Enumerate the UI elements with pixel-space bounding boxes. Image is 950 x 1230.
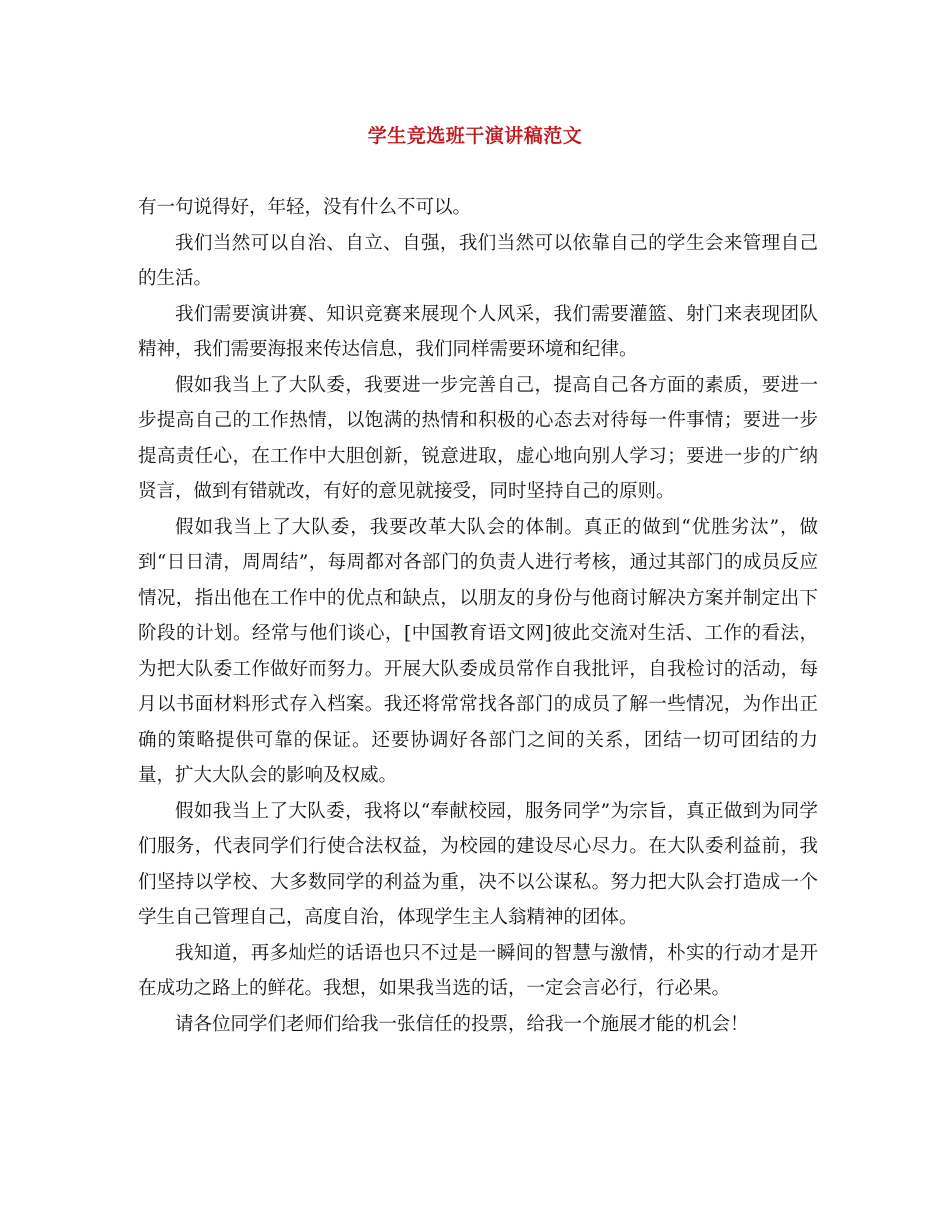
paragraph-4: 假如我当上了大队委，我要进一步完善自己，提高自己各方面的素质，要进一步提高自己的工作热情，以饱满的热情和积极的心态去对待每一件事情；要进一步提高责任心，在工作中大胆创新，锐意进取，虚心地向别人学习；要进一步的广纳贤言，做到有错就改，有好的意见就接受，同时坚持自己的原则。: [138, 374, 818, 502]
paragraph-1: 有一句说得好，年轻，没有什么不可以。: [138, 197, 472, 218]
paragraph-8: 请各位同学们老师们给我一张信任的投票，给我一个施展才能的机会！: [175, 1013, 749, 1035]
document-body: [138, 190, 818, 1042]
paragraph-2: 我们当然可以自治、自立、自强，我们当然可以依靠自己的学生会来管理自己的生活。: [138, 232, 818, 289]
paragraph-6: 假如我当上了大队委，我将以“奉献校园，服务同学”为宗旨，真正做到为同学们服务，代表同学们行使合法权益，为校园的建设尽心尽力。在大队委利益前，我们坚持以学校、大多数同学的利益为重，决不以公谋私。努力把大队会打造成一个学生自己管理自己，高度自治，体现学生主人翁精神的团体。: [138, 800, 818, 928]
document-title: 学生竞选班干演讲稿范文: [367, 125, 583, 147]
paragraph-7: 我知道，再多灿烂的话语也只不过是一瞬间的智慧与激情，朴实的行动才是开在成功之路上的鲜花。我想，如果我当选的话，一定会言必行，行必果。: [138, 942, 818, 999]
paragraph-5: 假如我当上了大队委，我要改革大队会的体制。真正的做到“优胜劣汰”，做到“日日清，周周结”，每周都对各部门的负责人进行考核，通过其部门的成员反应情况，指出他在工作中的优点和缺点，以朋友的身份与他商讨解决方案并制定出下阶段的计划。经常与他们谈心，[中国教育语文网]彼此交流对生活、工作的看法，为把大队委工作做好而努力。开展大队委成员常作自我批评，自我检讨的活动，每月以书面材料形式存入档案。我还将常常找各部门的成员了解一些情况，为作出正确的策略提供可靠的保证。还要协调好各部门之间的关系，团结一切可团结的力量，扩大大队会的影响及权威。: [138, 516, 818, 786]
paragraph-3: 我们需要演讲赛、知识竞赛来展现个人风采，我们需要灌篮、射门来表现团队精神，我们需要海报来传达信息，我们同样需要环境和纪律。: [138, 303, 818, 360]
